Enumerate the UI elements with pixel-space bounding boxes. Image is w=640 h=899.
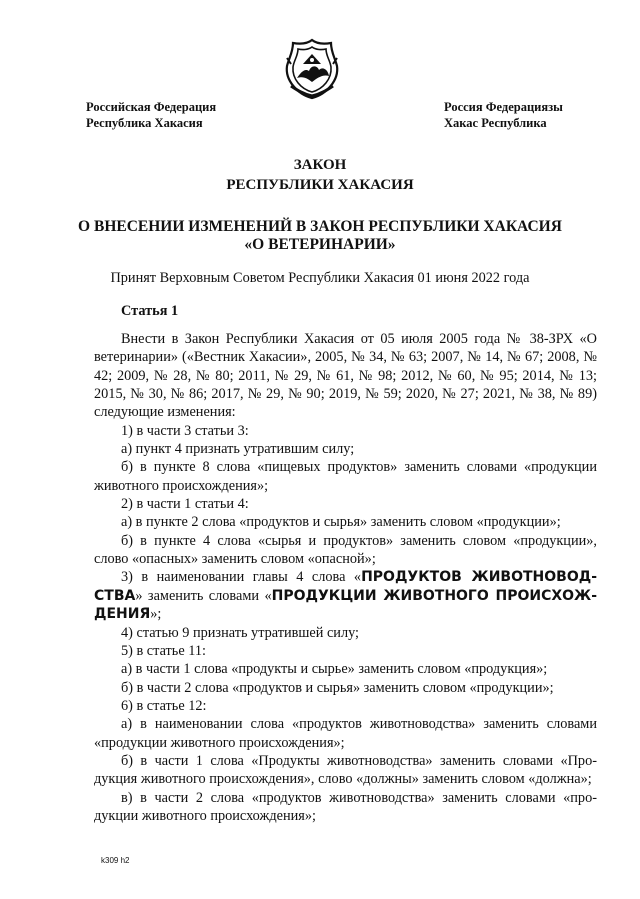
footer-code: k309 h2: [101, 856, 130, 865]
law-heading: ЗАКОН: [293, 157, 347, 173]
header-khakas-republic: [444, 99, 563, 131]
list-item: а) пункт 4 признать утратившим силу;: [121, 441, 355, 458]
text-fragment: 3) в наименовании главы 4 слова «: [121, 569, 362, 586]
old-chapter-title: ПРОДУКТОВ ЖИВОТНОВОДСТВА: [94, 569, 597, 604]
header-left-line-1: Российская Федерация: [86, 100, 217, 114]
list-item: в) в части 2 слова «продуктов животноводства» заменить словами «продукции животного происхождения»;: [94, 789, 597, 824]
header-left-line-2: Республика Хакасия: [86, 116, 203, 130]
list-item: б) в пункте 4 слова «сырья и продуктов» заменить словом «продукции», слово «опасных» заменить словом «опасной»;: [94, 532, 597, 568]
list-item: а) в части 1 слова «продукты и сырье» заменить словом «продукция»;: [121, 661, 548, 678]
article-heading: Статья 1: [121, 303, 179, 319]
header-right-line-1: Россия Федерациязы: [444, 100, 563, 114]
list-item: а) в пункте 2 слова «продуктов и сырья» заменить словом «продукции»;: [121, 514, 561, 531]
text-fragment: » заменить словами «: [135, 587, 272, 604]
list-item: 5) в статье 11:: [121, 642, 206, 659]
list-item: б) в пункте 8 слова «пищевых продуктов» заменить словами «продукции животного происхождения»;: [94, 459, 597, 494]
list-item: б) в части 2 слова «продуктов и сырья» заменить словом «продукции»;: [121, 679, 554, 696]
header-russian-federation: [86, 99, 216, 131]
list-item: 4) статью 9 признать утратившей силу;: [121, 624, 360, 641]
text-fragment: »;: [150, 606, 162, 623]
list-item-chapter-rename: [94, 568, 597, 623]
law-heading-republic: РЕСПУБЛИКИ ХАКАСИЯ: [226, 177, 414, 193]
list-item: б) в части 1 слова «Продукты животноводства» заменить словами «Продукция животного происхождения», слово «должны» заменить словом «должна»;: [94, 752, 597, 788]
list-item: 1) в части 3 статьи 3:: [121, 422, 249, 439]
document-body: [94, 330, 597, 825]
list-item: 2) в части 1 статьи 4:: [121, 496, 249, 513]
law-title-line-1: О ВНЕСЕНИИ ИЗМЕНЕНИЙ В ЗАКОН РЕСПУБЛИКИ ХАКАСИЯ: [78, 218, 562, 235]
new-chapter-title: ПРОДУКЦИИ ЖИВОТНОГО ПРОИСХОЖДЕНИЯ: [94, 587, 597, 623]
list-item: 6) в статье 12:: [121, 697, 207, 714]
coat-of-arms-icon: [283, 38, 341, 100]
paragraph-intro: Внести в Закон Республики Хакасия от 05 июля 2005 года № 38-ЗРХ «О ветеринарии» («Вестник Хакасии», 2005, № 34, № 63; 2007, № 14, № 67; 2008, № 42; 2009, № 28, № 80; 2011, № 29, № 61, № 98; 2012, № 60, № 95; 2014, № 13; 2015, № 30, № 86; 2017, № 29, № 90; 2019, № 59; 2020, № 27; 2021, № 38, № 89) следующие изменения:: [94, 331, 597, 421]
law-title-line-2: «О ВЕТЕРИНАРИИ»: [244, 236, 396, 253]
list-item: а) в наименовании слова «продуктов животноводства» заменить словами «продукции животного происхождения»;: [94, 716, 597, 751]
adoption-note: Принят Верховным Советом Республики Хакасия 01 июня 2022 года: [110, 270, 530, 286]
header-right-line-2: Хакас Республика: [444, 116, 547, 130]
